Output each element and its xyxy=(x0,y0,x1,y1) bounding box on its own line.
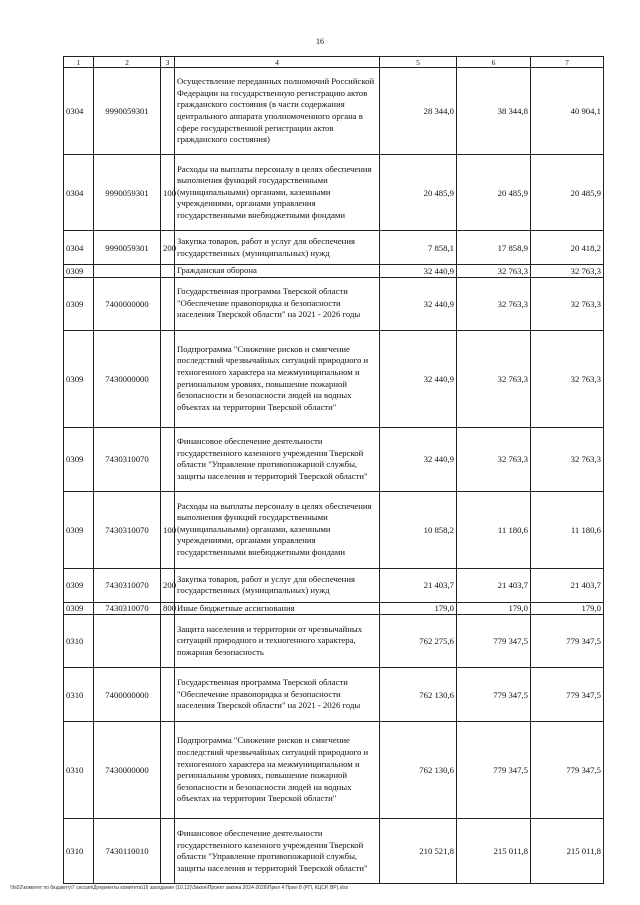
expense-type-code: 100 xyxy=(161,155,175,231)
amount-col-6: 32 763,3 xyxy=(457,330,531,427)
target-article-code: 9990059301 xyxy=(94,155,161,231)
amount-col-5: 7 858,1 xyxy=(380,231,457,265)
amount-col-7: 179,0 xyxy=(531,602,604,615)
amount-col-7: 779 347,5 xyxy=(531,615,604,668)
amount-col-5: 762 130,6 xyxy=(380,722,457,819)
amount-col-5: 10 858,2 xyxy=(380,491,457,568)
section-code: 0310 xyxy=(64,819,94,884)
header-col-7: 7 xyxy=(531,57,604,68)
expense-type-code: 800 xyxy=(161,602,175,615)
table-row xyxy=(64,427,604,491)
expense-type-code xyxy=(161,427,175,491)
item-description: Осуществление переданных полномочий Российской Федерации на государственную регистрацию актов гражданского состояния (в части содержания центрального аппарата уполномоченного органа в сфере государственной регистрации актов гражданского состояния) xyxy=(175,68,380,155)
section-code: 0304 xyxy=(64,68,94,155)
expense-type-code xyxy=(161,277,175,330)
table-row xyxy=(64,615,604,668)
expense-type-code: 200 xyxy=(161,231,175,265)
section-code: 0309 xyxy=(64,330,94,427)
amount-col-5: 32 440,9 xyxy=(380,427,457,491)
section-code: 0309 xyxy=(64,265,94,278)
target-article-code: 7430310070 xyxy=(94,602,161,615)
amount-col-6: 38 344,8 xyxy=(457,68,531,155)
amount-col-7: 779 347,5 xyxy=(531,668,604,722)
amount-col-5: 762 130,6 xyxy=(380,668,457,722)
section-code: 0310 xyxy=(64,722,94,819)
table-row xyxy=(64,68,604,155)
section-code: 0309 xyxy=(64,277,94,330)
table-row xyxy=(64,231,604,265)
expense-type-code: 200 xyxy=(161,568,175,602)
amount-col-5: 179,0 xyxy=(380,602,457,615)
amount-col-5: 32 440,9 xyxy=(380,265,457,278)
amount-col-6: 21 403,7 xyxy=(457,568,531,602)
expense-type-code xyxy=(161,668,175,722)
item-description: Финансовое обеспечение деятельности государственного казенного учреждения Тверской области "Управление противопожарной службы, защиты населения и территорий Тверской области" xyxy=(175,427,380,491)
budget-table xyxy=(63,56,604,884)
page-number: 16 xyxy=(316,37,324,46)
amount-col-6: 779 347,5 xyxy=(457,668,531,722)
amount-col-7: 40 904,1 xyxy=(531,68,604,155)
table-row xyxy=(64,265,604,278)
table-row xyxy=(64,568,604,602)
table-row xyxy=(64,722,604,819)
amount-col-7: 20 418,2 xyxy=(531,231,604,265)
header-col-5: 5 xyxy=(380,57,457,68)
amount-col-7: 20 485,9 xyxy=(531,155,604,231)
item-description: Закупка товаров, работ и услуг для обеспечения государственных (муниципальных) нужд xyxy=(175,231,380,265)
expense-type-code xyxy=(161,330,175,427)
target-article-code: 7430310070 xyxy=(94,568,161,602)
amount-col-7: 32 763,3 xyxy=(531,265,604,278)
item-description: Гражданская оборона xyxy=(175,265,380,278)
item-description: Подпрограмма "Снижение рисков и смягчение последствий чрезвычайных ситуаций природного и техногенного характера на межмуниципальном и региональном уровнях, повышение пожарной безопасности и безопасности людей на водных объектах на территории Тверской области" xyxy=(175,330,380,427)
amount-col-7: 215 011,8 xyxy=(531,819,604,884)
target-article-code xyxy=(94,265,161,278)
expense-type-code xyxy=(161,68,175,155)
table-row xyxy=(64,155,604,231)
amount-col-5: 21 403,7 xyxy=(380,568,457,602)
header-col-4: 4 xyxy=(175,57,380,68)
table-row xyxy=(64,668,604,722)
amount-col-7: 32 763,3 xyxy=(531,427,604,491)
table-row xyxy=(64,491,604,568)
target-article-code: 7430310070 xyxy=(94,427,161,491)
amount-col-6: 179,0 xyxy=(457,602,531,615)
table-row xyxy=(64,277,604,330)
expense-type-code xyxy=(161,615,175,668)
item-description: Расходы на выплаты персоналу в целях обеспечения выполнения функций государственными (муниципальными) органами, казенными учреждениями, органами управления государственными внебюджетными фондами xyxy=(175,491,380,568)
amount-col-6: 32 763,3 xyxy=(457,277,531,330)
amount-col-7: 32 763,3 xyxy=(531,277,604,330)
amount-col-6: 32 763,3 xyxy=(457,265,531,278)
item-description: Подпрограмма "Снижение рисков и смягчение последствий чрезвычайных ситуаций природного и техногенного характера на межмуниципальном и региональном уровнях, повышение пожарной безопасности и безопасности людей на водных объектах на территории Тверской области" xyxy=(175,722,380,819)
target-article-code: 7400000000 xyxy=(94,668,161,722)
section-code: 0309 xyxy=(64,427,94,491)
section-code: 0304 xyxy=(64,155,94,231)
expense-type-code xyxy=(161,819,175,884)
expense-type-code: 100 xyxy=(161,491,175,568)
amount-col-5: 28 344,0 xyxy=(380,68,457,155)
table-row xyxy=(64,819,604,884)
item-description: Финансовое обеспечение деятельности государственного казенного учреждения Тверской области "Управление противопожарной службы, защиты населения и территорий Тверской области" xyxy=(175,819,380,884)
item-description: Закупка товаров, работ и услуг для обеспечения государственных (муниципальных) нужд xyxy=(175,568,380,602)
section-code: 0309 xyxy=(64,602,94,615)
item-description: Иные бюджетные ассигнования xyxy=(175,602,380,615)
target-article-code: 9990059301 xyxy=(94,68,161,155)
file-path-footer: \\fs02\комитет по бюджету\7 сессия\Документы комитета\16 заседание (10.12)\Закон\Проект закона 2024-2026\Прил 4 Прил 8 (РП, КЦСР, ВР).xlsx xyxy=(10,885,349,891)
section-code: 0310 xyxy=(64,668,94,722)
amount-col-6: 17 858,9 xyxy=(457,231,531,265)
amount-col-6: 32 763,3 xyxy=(457,427,531,491)
table-row xyxy=(64,330,604,427)
section-code: 0310 xyxy=(64,615,94,668)
amount-col-7: 21 403,7 xyxy=(531,568,604,602)
amount-col-7: 32 763,3 xyxy=(531,330,604,427)
header-col-6: 6 xyxy=(457,57,531,68)
expense-type-code xyxy=(161,265,175,278)
amount-col-6: 11 180,6 xyxy=(457,491,531,568)
section-code: 0309 xyxy=(64,568,94,602)
amount-col-5: 32 440,9 xyxy=(380,277,457,330)
item-description: Расходы на выплаты персоналу в целях обеспечения выполнения функций государственными (муниципальными) органами, казенными учреждениями, органами управления государственными внебюджетными фондами xyxy=(175,155,380,231)
expense-type-code xyxy=(161,722,175,819)
target-article-code: 7430000000 xyxy=(94,330,161,427)
amount-col-6: 779 347,5 xyxy=(457,722,531,819)
header-col-1: 1 xyxy=(64,57,94,68)
section-code: 0309 xyxy=(64,491,94,568)
header-col-3: 3 xyxy=(161,57,175,68)
target-article-code: 7430310070 xyxy=(94,491,161,568)
table-row xyxy=(64,602,604,615)
amount-col-7: 11 180,6 xyxy=(531,491,604,568)
target-article-code: 7430000000 xyxy=(94,722,161,819)
header-row xyxy=(64,57,604,68)
target-article-code: 7400000000 xyxy=(94,277,161,330)
header-col-2: 2 xyxy=(94,57,161,68)
target-article-code xyxy=(94,615,161,668)
amount-col-5: 20 485,9 xyxy=(380,155,457,231)
target-article-code: 9990059301 xyxy=(94,231,161,265)
amount-col-6: 215 011,8 xyxy=(457,819,531,884)
target-article-code: 7430110010 xyxy=(94,819,161,884)
section-code: 0304 xyxy=(64,231,94,265)
amount-col-6: 779 347,5 xyxy=(457,615,531,668)
amount-col-7: 779 347,5 xyxy=(531,722,604,819)
item-description: Защита населения и территории от чрезвычайных ситуаций природного и техногенного характера, пожарная безопасность xyxy=(175,615,380,668)
amount-col-5: 210 521,8 xyxy=(380,819,457,884)
amount-col-5: 762 275,6 xyxy=(380,615,457,668)
amount-col-6: 20 485,9 xyxy=(457,155,531,231)
item-description: Государственная программа Тверской области "Обеспечение правопорядка и безопасности населения Тверской области" на 2021 - 2026 годы xyxy=(175,277,380,330)
item-description: Государственная программа Тверской области "Обеспечение правопорядка и безопасности населения Тверской области" на 2021 - 2026 годы xyxy=(175,668,380,722)
amount-col-5: 32 440,9 xyxy=(380,330,457,427)
